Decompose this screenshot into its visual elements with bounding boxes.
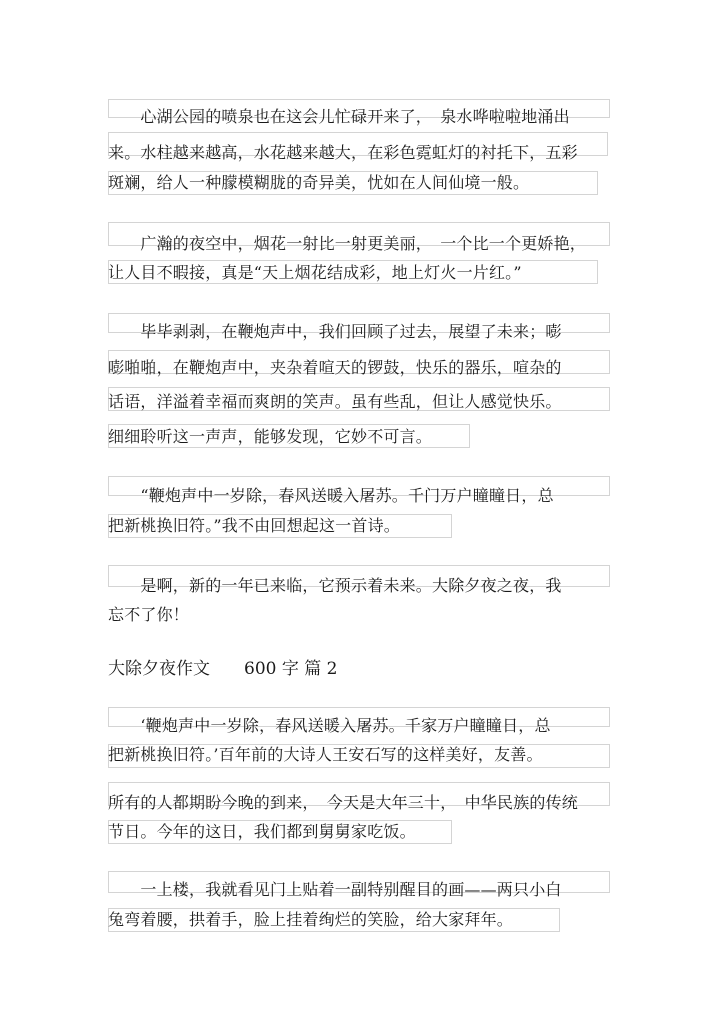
paragraph-line: 话语，洋溢着幸福而爽朗的笑声。虽有些乱，但让人感觉快乐。 (108, 392, 562, 411)
paragraph-line: 一上楼，我就看见门上贴着一副特别醒目的画——两只小白 (108, 880, 562, 899)
paragraph-line: 是啊，新的一年已来临，它预示着未来。大除夕夜之夜，我 (108, 576, 562, 595)
paragraph-line: 斑斓，给人一种朦模糊胧的奇异美，忧如在人间仙境一般。 (108, 173, 530, 192)
paragraph-line: 细细聆听这一声声，能够发现，它妙不可言。 (108, 427, 433, 446)
paragraph-line: 来。水柱越来越高，水花越来越大，在彩色霓虹灯的衬托下，五彩 (108, 143, 578, 162)
paragraph-line: 毕毕剥剥，在鞭炮声中，我们回顾了过去，展望了未来；嘭 (108, 322, 562, 341)
paragraph-line: 把新桃换旧符。’百年前的大诗人王安石写的这样美好，友善。 (108, 745, 543, 764)
paragraph-line: ‘鞭炮声中一岁除，春风送暖入屠苏。千家万户瞳瞳日，总 (108, 716, 551, 735)
paragraph-line: 广瀚的夜空中，烟花一射比一射更美丽， 一个比一个更娇艳， (108, 234, 587, 253)
paragraph-line: 让人目不暇接，真是“天上烟花结成彩，地上灯火一片红。” (108, 263, 522, 282)
paragraph-line: 所有的人都期盼今晚的到来， 今天是大年三十， 中华民族的传统 (108, 793, 579, 812)
paragraph-line: 心湖公园的喷泉也在这会儿忙碌开来了， 泉水哗啦啦地涌出 (108, 107, 570, 126)
paragraph-line: 把新桃换旧符。”我不由回想起这一首诗。 (108, 516, 400, 535)
paragraph-line: “鞭炮声中一岁除，春风送暖入屠苏。千门万户瞳瞳日，总 (108, 486, 554, 505)
paragraph-line: 节日。今年的这日，我们都到舅舅家吃饭。 (108, 822, 416, 841)
paragraph-line: 嘭啪啪，在鞭炮声中，夹杂着喧天的锣鼓，快乐的器乐，喧杂的 (108, 358, 562, 377)
section-heading: 大除夕夜作文 600 字 篇 2 (108, 659, 338, 679)
paragraph-line: 忘不了你！ (108, 605, 190, 624)
paragraph-line: 兔弯着腰，拱着手，脸上挂着绚烂的笑脸，给大家拜年。 (108, 910, 514, 929)
